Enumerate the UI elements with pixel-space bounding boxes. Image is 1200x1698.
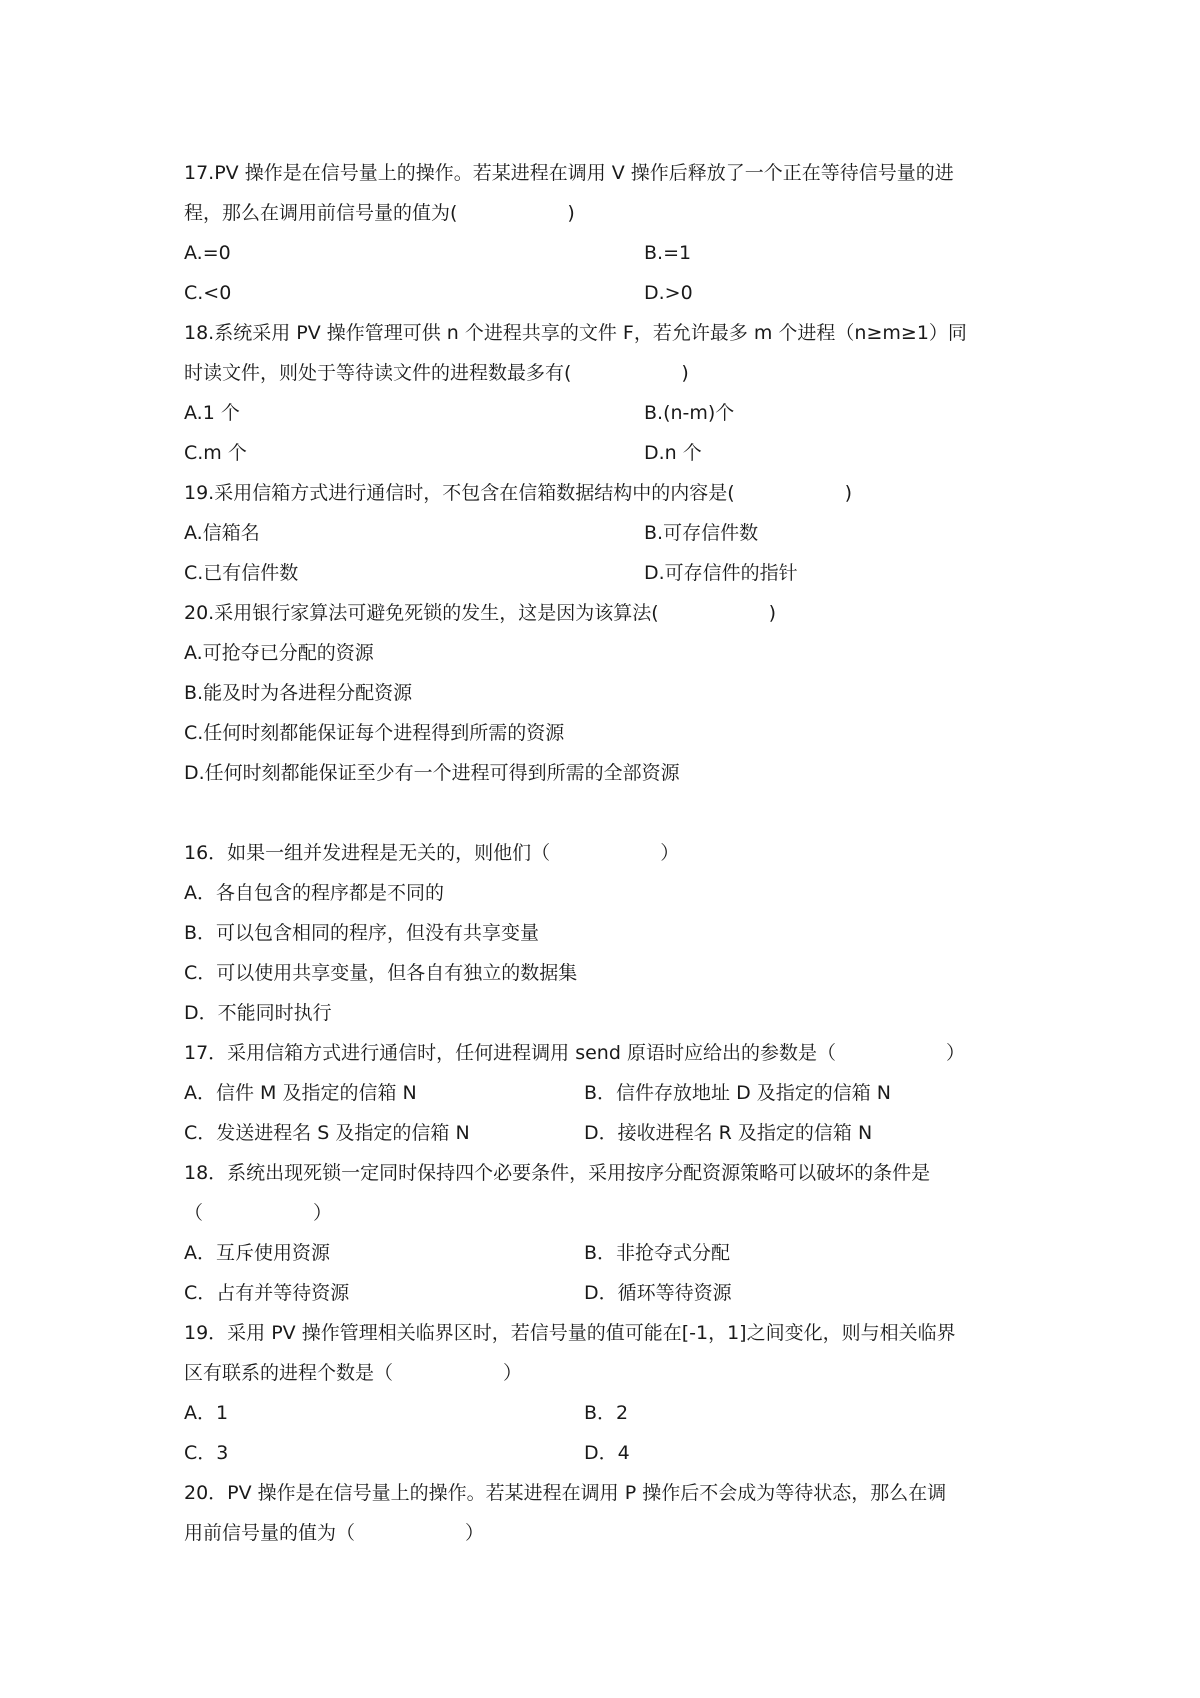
s2-q20-line2 — [184, 1513, 1024, 1553]
q19-options-row2 — [184, 553, 1024, 593]
s2-q17-options-row1 — [184, 1073, 1024, 1113]
s2-q16-option-a: A．各自包含的程序都是不同的 — [184, 882, 444, 904]
s2-q18-option-a: A．互斥使用资源 — [184, 1242, 330, 1264]
s2-q18-option-c: C．占有并等待资源 — [184, 1282, 350, 1304]
q18-option-b: B.(n-m)个 — [644, 402, 735, 424]
q18-line2 — [184, 353, 1024, 393]
s2-q17-option-a: A．信件 M 及指定的信箱 N — [184, 1082, 417, 1104]
s2-q19-option-a: A．1 — [184, 1402, 229, 1424]
s2-q19-option-c: C．3 — [184, 1442, 229, 1464]
q17-option-a: A.=0 — [184, 242, 231, 264]
s2-q19-option-b: B．2 — [584, 1402, 629, 1424]
s2-q18-line1: 18．系统出现死锁一定同时保持四个必要条件，采用按序分配资源策略可以破坏的条件是 — [184, 1162, 931, 1184]
section-2 — [184, 833, 1024, 1553]
q17-line2 — [184, 193, 1024, 233]
q18-paren-close: ) — [681, 362, 689, 384]
s2-q19-paren-close: ） — [503, 1362, 523, 1384]
q19-option-d: D.可存信件的指针 — [644, 562, 798, 584]
s2-q19-line2 — [184, 1353, 1024, 1393]
q17-paren-close: ) — [567, 202, 575, 224]
s2-q19-line2-text: 区有联系的进程个数是（ — [184, 1362, 394, 1384]
q19-options-row1 — [184, 513, 1024, 553]
s2-q18-option-d: D．循环等待资源 — [584, 1282, 732, 1304]
q18-options-row2 — [184, 433, 1024, 473]
q20-option-c: C.任何时刻都能保证每个进程得到所需的资源 — [184, 722, 565, 744]
q18-option-d: D.n 个 — [644, 442, 702, 464]
s2-q16-option-c: C．可以使用共享变量，但各自有独立的数据集 — [184, 962, 578, 984]
q19-paren-close: ) — [844, 482, 853, 504]
s2-q16-option-b: B．可以包含相同的程序，但没有共享变量 — [184, 922, 540, 944]
q17-line1: 17.PV 操作是在信号量上的操作。若某进程在调用 V 操作后释放了一个正在等待信号量的进 — [184, 162, 954, 184]
s2-q20-line1: 20．PV 操作是在信号量上的操作。若某进程在调用 P 操作后不会成为等待状态，那么在调 — [184, 1482, 947, 1504]
s2-q16-option-d: D．不能同时执行 — [184, 1002, 332, 1024]
q20-line1 — [184, 593, 1024, 633]
q20-option-b: B.能及时为各进程分配资源 — [184, 682, 413, 704]
s2-q18-options-row2 — [184, 1273, 1024, 1313]
s2-q16-line1-text: 16．如果一组并发进程是无关的，则他们（ — [184, 842, 551, 864]
q18-line2-text: 时读文件，则处于等待读文件的进程数最多有( — [184, 362, 572, 384]
q17-options-row1 — [184, 233, 1024, 273]
q17-options-row2 — [184, 273, 1024, 313]
s2-q19-line1: 19．采用 PV 操作管理相关临界区时，若信号量的值可能在[-1，1]之间变化，则与相关临界 — [184, 1322, 956, 1344]
s2-q18-paren-close: ） — [313, 1202, 333, 1224]
s2-q18-option-b: B．非抢夺式分配 — [584, 1242, 731, 1264]
s2-q17-line1 — [184, 1033, 1024, 1073]
q18-options-row1 — [184, 393, 1024, 433]
s2-q19-options-row1 — [184, 1393, 1024, 1433]
q20-option-d: D.任何时刻都能保证至少有一个进程可得到所需的全部资源 — [184, 762, 680, 784]
q17-option-c: C.<0 — [184, 282, 232, 304]
q18-line1: 18.系统采用 PV 操作管理可供 n 个进程共享的文件 F，若允许最多 m 个进程（n≥m≥1）同 — [184, 322, 967, 344]
q19-line1-text: 19.采用信箱方式进行通信时，不包含在信箱数据结构中的内容是( — [184, 482, 735, 504]
q17-line2-text: 程，那么在调用前信号量的值为( — [184, 202, 458, 224]
section-1 — [184, 153, 1024, 793]
q20-line1-text: 20.采用银行家算法可避免死锁的发生，这是因为该算法( — [184, 602, 659, 624]
s2-q17-options-row2 — [184, 1113, 1024, 1153]
s2-q19-option-d: D．4 — [584, 1442, 630, 1464]
s2-q18-line2 — [184, 1193, 1024, 1233]
q17-option-b: B.=1 — [644, 242, 692, 264]
q19-line1 — [184, 473, 1024, 513]
s2-q17-option-d: D．接收进程名 R 及指定的信箱 N — [584, 1122, 873, 1144]
q20-paren-close: ) — [768, 602, 777, 624]
q19-option-c: C.已有信件数 — [184, 562, 299, 584]
s2-q19-options-row2 — [184, 1433, 1024, 1473]
s2-q20-line2-text: 用前信号量的值为（ — [184, 1522, 356, 1544]
s2-q17-option-c: C．发送进程名 S 及指定的信箱 N — [184, 1122, 470, 1144]
s2-q16-line1 — [184, 833, 1024, 873]
q18-option-a: A.1 个 — [184, 402, 240, 424]
s2-q20-paren-close: ） — [465, 1522, 485, 1544]
s2-q17-line1-text: 17．采用信箱方式进行通信时，任何进程调用 send 原语时应给出的参数是（ — [184, 1042, 836, 1064]
s2-q18-paren-open: （ — [184, 1202, 204, 1224]
s2-q17-option-b: B．信件存放地址 D 及指定的信箱 N — [584, 1082, 891, 1104]
q17-option-d: D.>0 — [644, 282, 693, 304]
s2-q18-options-row1 — [184, 1233, 1024, 1273]
q19-option-a: A.信箱名 — [184, 522, 260, 544]
s2-q17-paren-close: ） — [945, 1042, 965, 1064]
q18-option-c: C.m 个 — [184, 442, 247, 464]
s2-q16-paren-close: ） — [660, 842, 680, 864]
q20-option-a: A.可抢夺已分配的资源 — [184, 642, 374, 664]
q19-option-b: B.可存信件数 — [644, 522, 759, 544]
